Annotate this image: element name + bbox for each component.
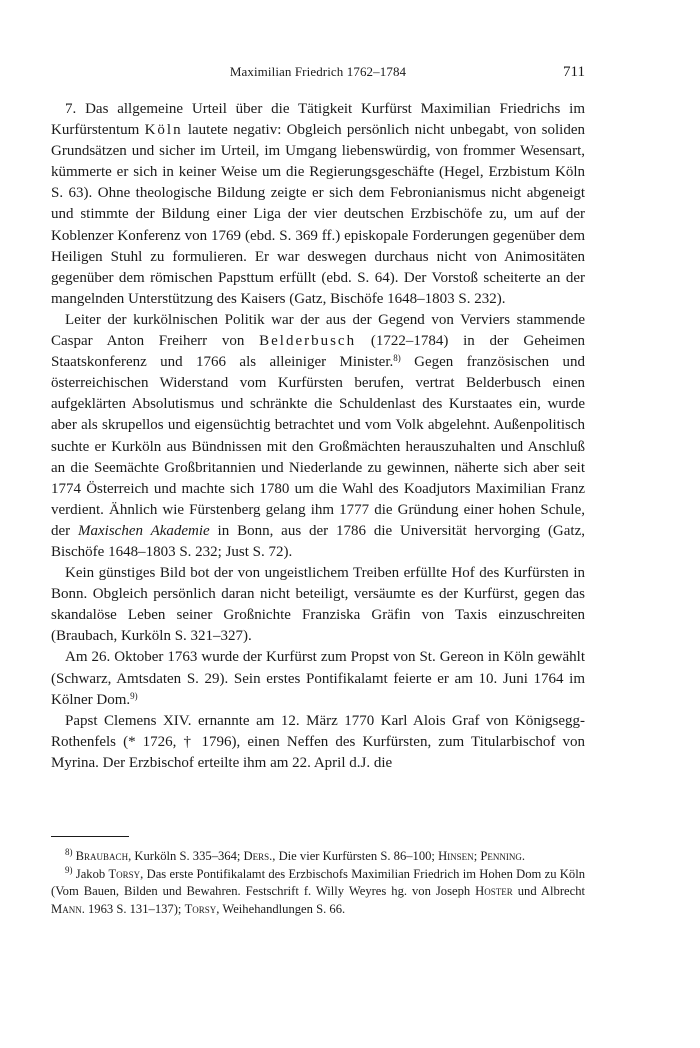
running-head xyxy=(51,62,585,82)
body-text xyxy=(51,99,585,774)
page-number: 711 xyxy=(563,64,585,80)
footnote-mark-8: 8) xyxy=(65,847,73,857)
text-run: 7. Das allgemeine Urteil über die Tätigkeit Kurfürst Maximilian Friedrichs im Kurfürstentum xyxy=(51,101,585,139)
text-run: Jakob xyxy=(75,866,109,881)
text-run: . 1963 S. 131–137); xyxy=(81,901,185,916)
text-run: und Albrecht xyxy=(512,884,585,899)
text-run: ; xyxy=(473,849,481,863)
footnotes xyxy=(51,848,585,918)
text-run: (1722–1784) in der Geheimen Staatskonferenz und 1766 als alleiniger Minister. xyxy=(51,333,586,371)
text-run: Am 26. Oktober 1763 wurde der Kurfürst zum Propst von St. Gereon in Köln gewählt (Schwarz, Amtsdaten S. 29). Sein erstes Pontifikalamt feierte er am 10. Juni 1764 im Kölner Dom. xyxy=(51,649,585,708)
footnote-ref-8[interactable]: 8) xyxy=(393,353,401,364)
text-run: Kein günstiges Bild bot der von ungeistlichem Treiben erfüllte Hof des Kurfürsten in Bonn. Obgleich persönlich daran nicht beteiligt, versäumte es der Kurfürst, gegen das skandalöse Leben seiner Großnichte Franziska Gräfin von Taxis einzuschreiten (Braubach, Kurköln S. 321–327). xyxy=(51,565,585,645)
author-name: Mann xyxy=(51,901,82,916)
text-run: Gegen französischen und österreichischen Widerstand vom Kurfürsten berufen, vertrat Belderbusch einen aufgeklärten Absolutismus und schränkte die Schuldenlast des Kurstaates ein, wurde aber als skrupellos und eigensüchtig betrachtet und vom Volk abgelehnt. Außenpolitisch suchte er Kurköln aus Bündnissen mit den Großmächten herauszuhalten und Anschluß an die Seemächte Großbritannien und Niederlande zu gewinnen, näherte sich aber seit 1774 Österreich und machte sich 1780 um die Wahl des Koadjutors Maximilian Franz verdient. Ähnlich wie Fürstenberg gelang ihm 1777 die Gründung einer hohen Schule, der xyxy=(51,354,585,539)
author-name: Torsy xyxy=(108,866,141,881)
text-run: in Bonn, aus der 1786 die Universität hervorging (Gatz, Bischöfe 1648–1803 S. 232; Just S. 72). xyxy=(51,522,585,560)
spaced-word-belderbusch: Belderbusch xyxy=(259,333,357,350)
author-name: Braubach xyxy=(75,849,129,863)
text-run: Leiter der kurkölnischen Politik war der aus der Gegend von Verviers stammende Caspar Anton Freiherr von xyxy=(51,311,585,350)
text-run: Papst Clemens XIV. ernannte am 12. März 1770 Karl Alois Graf von Königsegg-Rothenfels (* 1726, † 1796), einen Neffen des Kurfürsten, zum Titularbischof von Myrina. Der Erzbischof erteilte ihm am 22. April d.J. die xyxy=(51,712,585,771)
author-name: Hinsen xyxy=(438,849,474,863)
paragraph-clemens-xiv xyxy=(51,711,585,774)
text-run: lautete negativ: Obgleich persönlich nicht unbegabt, von soliden Grundsätzen und sicher im Urteil, im Umgang liebenswürdig, von frommer Wesensart, kümmerte er sich in keiner Weise um die Regierungsgeschäfte (Hegel, Erzbistum Köln S. 63). Ohne theologische Bildung zeigte er sich dem Febronianismus nicht abgeneigt und stimmte der Bildung einer Liga der vier deutschen Erzbischöfe zu, um auf der Koblenzer Konferenz von 1769 (ebd. S. 369 ff.) episkopale Forderungen gegenüber dem Heiligen Stuhl zu formulieren. Er war deswegen durchaus nicht von Animositäten gegenüber dem römischen Papsttum erfüllt (ebd. S. 64). Der Vorstoß scheiterte an der mangelnden Unterstützung des Kaisers (Gatz, Bischöfe 1648–1803 S. 232). xyxy=(51,122,585,307)
author-name: Hoster xyxy=(475,884,513,899)
spaced-word-koeln: Köln xyxy=(144,122,183,139)
paragraph-court-bonn xyxy=(51,563,585,647)
paragraph-7-general-judgement xyxy=(51,99,585,310)
author-name: Penning xyxy=(480,849,522,863)
footnote-8 xyxy=(51,848,585,866)
footnote-ref-9[interactable]: 9) xyxy=(130,690,138,701)
author-name: Torsy xyxy=(184,901,217,916)
footnote-9 xyxy=(51,866,585,919)
paragraph-st-gereon xyxy=(51,647,585,710)
paragraph-belderbusch xyxy=(51,310,585,563)
footnote-divider xyxy=(51,836,129,837)
text-run: . xyxy=(521,849,525,863)
author-name: Ders. xyxy=(243,849,273,863)
running-title: Maximilian Friedrich 1762–1784 xyxy=(229,64,407,79)
text-run: , Weihehandlungen S. 66. xyxy=(216,901,346,916)
text-run: , Das erste Pontifikalamt des Erzbischofs Maximilian Friedrich im Hohen Dom zu Köln (Vom Bauen, Bilden und Bewahren. Festschrift f. Willy Weyres hg. von Joseph xyxy=(51,866,585,899)
footnote-mark-9: 9) xyxy=(65,864,73,875)
italic-maxische-akademie: Maxischen Akademie xyxy=(78,522,210,539)
text-run: , Die vier Kurfürsten S. 86–100; xyxy=(272,849,439,863)
text-run: , Kurköln S. 335–364; xyxy=(128,849,244,863)
